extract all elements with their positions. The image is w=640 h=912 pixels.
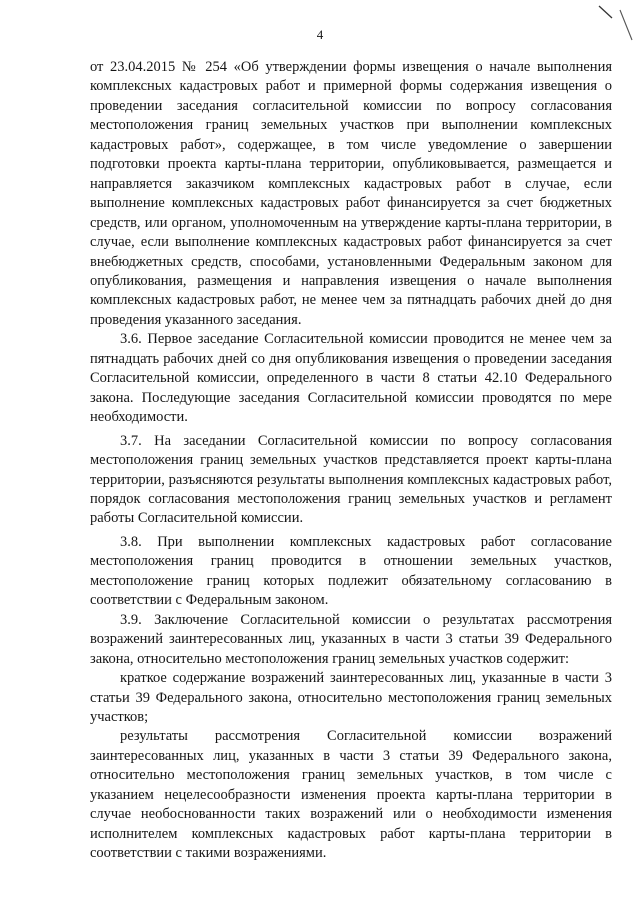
paragraph-3-8: 3.8. При выполнении комплексных кадастровых работ согласование местоположения границ проводится в отношении земельных участков, местоположение границ которых подлежит обязательному согласованию в соответствии с Федеральным законом. [90,533,612,609]
paragraph-3-7: 3.7. На заседании Согласительной комиссии по вопросу согласования местоположения границ земельных участков представляется проект карты-плана территории, разъясняются результаты выполнения комплексных кадастровых работ, порядок согласования местоположения границ земельных участков и регламент работы Согласительной комиссии. [90,432,612,527]
paragraph-3-5-continuation: от 23.04.2015 № 254 «Об утверждении формы извещения о начале выполнения комплексных кадастровых работ и примерной формы содержания извещения о проведении заседания согласительной комиссии по вопросу согласования местоположения границ земельных участков при выполнении комплексных кадастровых работ», содержащее, в том числе уведомление о завершении подготовки проекта карты-плана территории, опубликовывается, размещается и направляется заказчиком комплексных кадастровых работ в случае, если выполнение комплексных кадастровых работ финансируется за счет бюджетных средств, или органом, уполномоченным на утверждение карты-плана территории, в случае, если выполнение комплексных кадастровых работ финансируется за счет внебюджетных средств, способами, установленными Федеральным законом для опубликования, размещения и направления извещения о начале выполнения комплексных кадастровых работ, не менее чем за пятнадцать рабочих дней до дня проведения указанного заседания. [90,59,612,328]
paragraph-3-9-item-1: краткое содержание возражений заинтересованных лиц, указанные в части 3 статьи 39 Федерального закона, относительно местоположения границ земельных участков; [90,670,612,725]
paragraph-3-9-item-2: результаты рассмотрения Согласительной комиссии возражений заинтересованных лиц, указанных в части 3 статьи 39 Федерального закона, относительно местоположения границ земельных участков, в том числе с указанием нецелесообразности изменения проекта карты-плана территории в случае необоснованности таких возражений или о необходимости изменения исполнителем комплексных кадастровых работ карты-плана территории в соответствии с такими возражениями. [90,728,612,862]
scan-corner-mark [596,4,636,44]
page-number: 4 [316,27,324,42]
paragraph-3-9: 3.9. Заключение Согласительной комиссии о результатах рассмотрения возражений заинтересованных лиц, указанных в части 3 статьи 39 Федерального закона, относительно местоположения границ земельных участков содержит: [90,611,612,667]
document-body [90,58,612,864]
paragraph-3-6: 3.6. Первое заседание Согласительной комиссии проводится не менее чем за пятнадцать рабочих дней со дня опубликования извещения о проведении заседания Согласительной комиссии, определенного в части 8 статьи 42.10 Федерального закона. Последующие заседания Согласительной комиссии проводятся по мере необходимости. [90,331,612,426]
